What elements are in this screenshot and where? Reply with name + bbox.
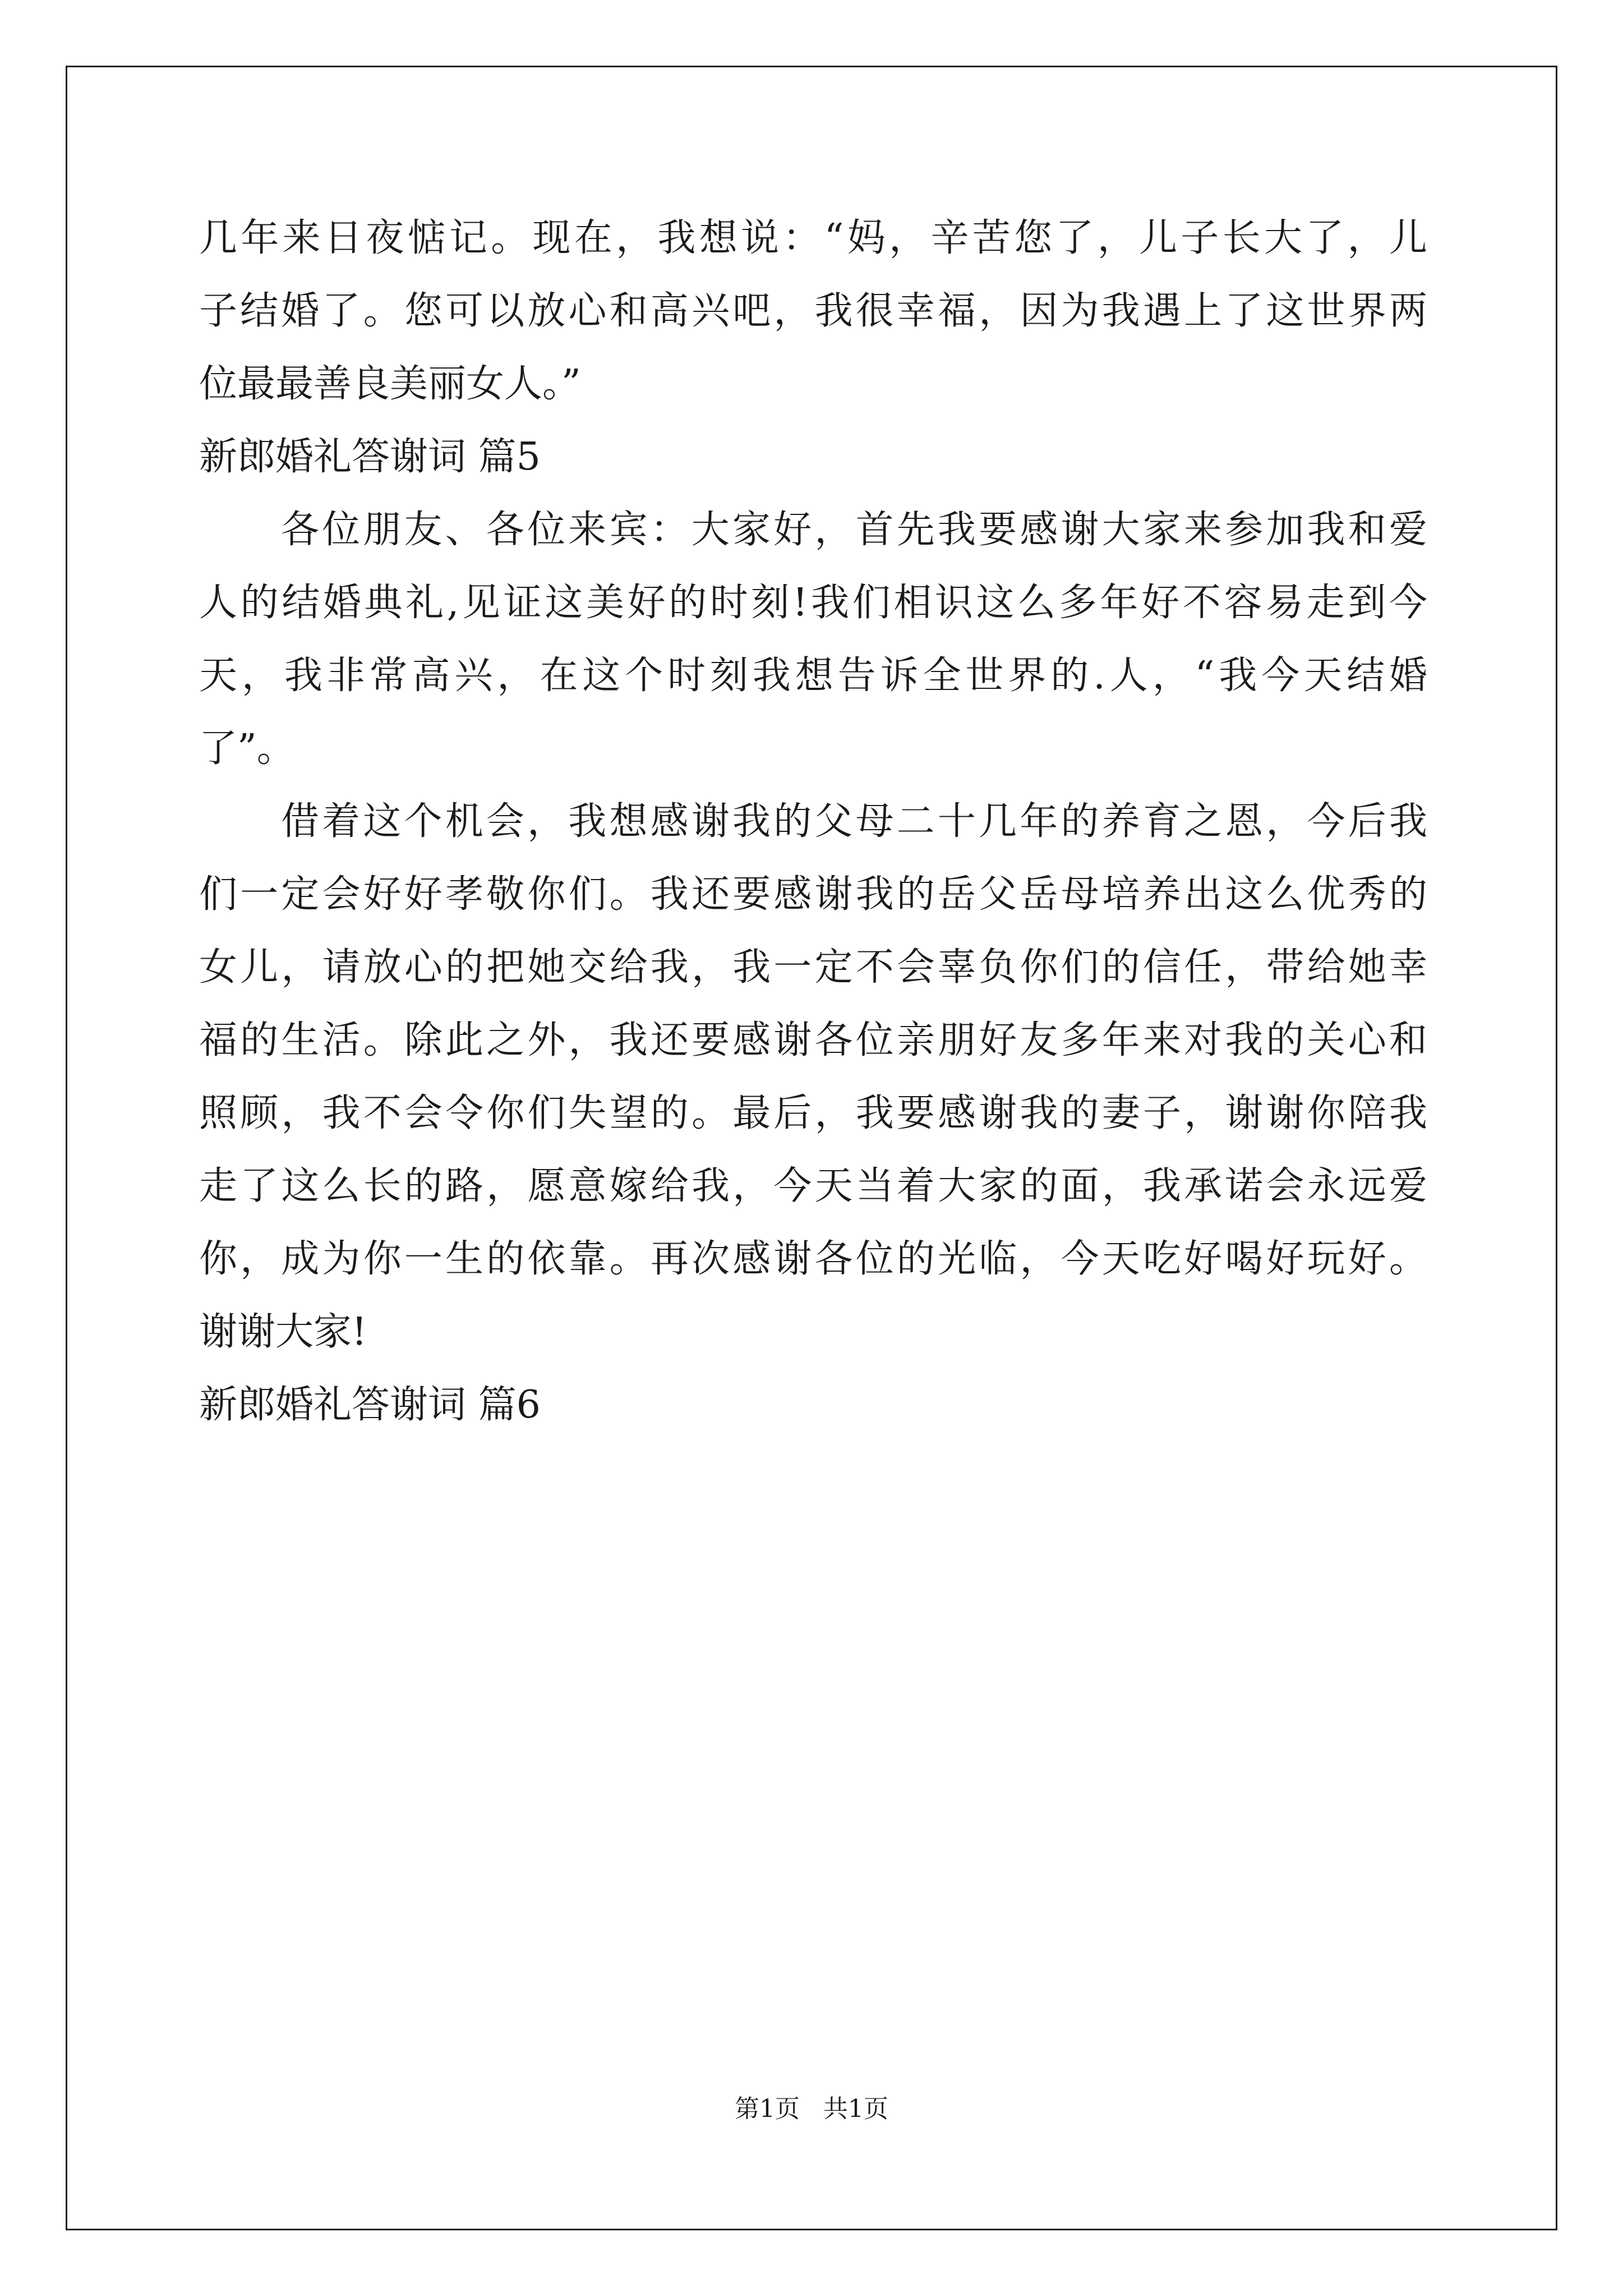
text-line: 人的结婚典礼,见证这美好的时刻!我们相识这么多年好不容易走到今 (199, 581, 1427, 625)
text-line: 女儿，请放心的把她交给我，我一定不会辜负你们的信任，带给她幸 (199, 945, 1427, 990)
document-body (199, 202, 1427, 1442)
text-line: 谢谢大家! (199, 1310, 367, 1354)
text-line: 们一定会好好孝敬你们。我还要感谢我的岳父岳母培养出这么优秀的 (199, 872, 1427, 917)
text-line: 几年来日夜惦记。现在，我想说：“妈，辛苦您了，儿子长大了，儿 (199, 216, 1427, 260)
text-line: 位最最善良美丽女人。” (199, 362, 581, 406)
text-line: 走了这么长的路，愿意嫁给我，今天当着大家的面，我承诺会永远爱 (199, 1164, 1427, 1208)
page-number-footer: 第1页 共1页 (735, 2095, 888, 2123)
text-line: 福的生活。除此之外，我还要感谢各位亲朋好友多年来对我的关心和 (199, 1018, 1427, 1062)
text-line: 子结婚了。您可以放心和高兴吧，我很幸福，因为我遇上了这世界两 (199, 289, 1427, 333)
text-line: 借着这个机会，我想感谢我的父母二十几年的养育之恩，今后我 (281, 799, 1427, 844)
text-line: 照顾，我不会令你们失望的。最后，我要感谢我的妻子，谢谢你陪我 (199, 1091, 1427, 1135)
text-line: 了”。 (199, 726, 295, 771)
text-line: 你，成为你一生的依靠。再次感谢各位的光临，今天吃好喝好玩好。 (199, 1237, 1427, 1281)
section-heading: 新郎婚礼答谢词 篇6 (199, 1383, 541, 1427)
text-line: 天，我非常高兴，在这个时刻我想告诉全世界的.人，“我今天结婚 (199, 654, 1427, 698)
text-line: 各位朋友、各位来宾：大家好，首先我要感谢大家来参加我和爱 (281, 508, 1427, 552)
section-heading: 新郎婚礼答谢词 篇5 (199, 435, 541, 479)
